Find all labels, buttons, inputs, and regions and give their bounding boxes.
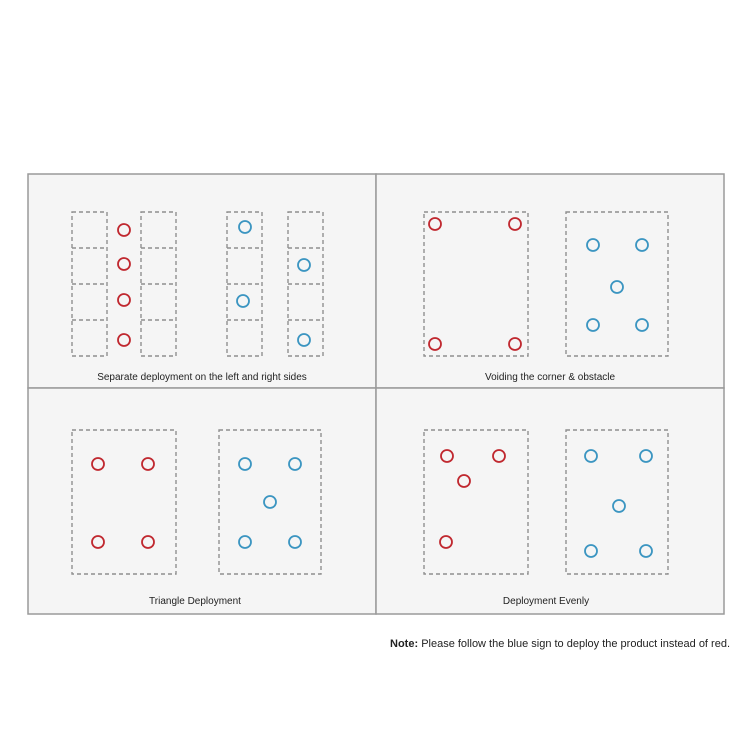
panel-caption: Triangle Deployment [149, 596, 241, 607]
panel-caption: Voiding the corner & obstacle [484, 372, 616, 383]
panel-voiding-corner [376, 174, 724, 388]
panel-caption: Deployment Evenly [502, 596, 590, 607]
deployment-note [390, 638, 730, 650]
panel-evenly [376, 388, 724, 614]
note-label: Note: [390, 638, 419, 650]
panel-caption: Separate deployment on the left and right sides [97, 372, 307, 383]
note-text: Please follow the blue sign to deploy the product instead of red. [421, 638, 730, 650]
panel-triangle [28, 388, 376, 614]
